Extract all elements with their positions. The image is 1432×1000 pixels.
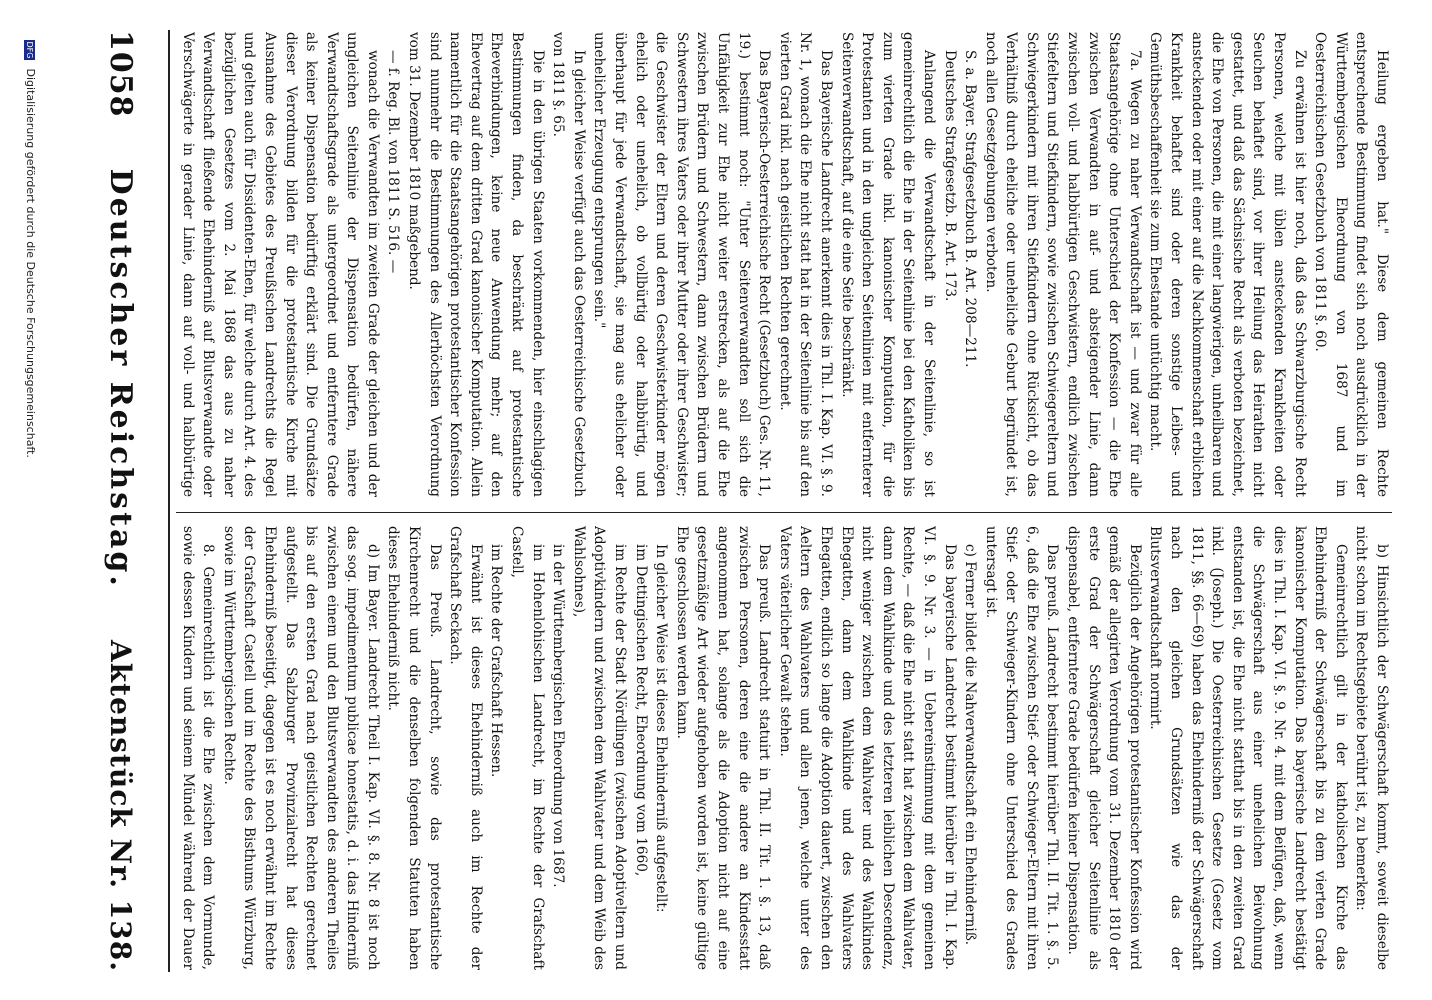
paragraph: S. a. Bayer. Strafgesetzbuch B. Art. 208—211. (962, 50, 979, 368)
paragraph: Deutsches Strafgesetzb. B. Art. 173. (941, 50, 958, 302)
paragraph: Die in den übrigen Staaten vorkommenden, hier einschlagigen Bestimmungen finden, da beschränkt auf protestantische Eheverbindungen, keine neue Anwendung mehr; auf den Ehevertrag auf dem dritten Grad kanonischer Komputation. Allein namentlich für die Staatsangehörigen protestantischer Konfession sind nunmehr die Bestimmungen des Allerhöchsten Verordnung vom 31. Dezember 1810 maßgebend. (406, 32, 546, 497)
document-reference: Aktenstück Nr. 138. (104, 640, 138, 972)
paragraph: Gemeinrechtlich gilt in der katholischen Kirche das Ehehinderniß der Schwägerschaft bis zu dem vierten Grade kanonischer Komputation. Das bayerische Landrecht bestätigt dies in Thl. I. Kap. VI. §. 9. Nr. 4. mit dem Beifügen, daß, wenn die Schwägerschaft aus einer unehelichen Beiwohnung entstanden ist, die Ehe nicht statthat bis in den zweiten Grad inkl. (Joseph.) Die Oesterreichischen Gesetze (Gesetz vom 1811, §§. 66—69) haben das Ehehinderniß der Schwägerschaft nach den gleichen Grundsätzen wie das der Blutsverwandtschaft normirt. (1147, 526, 1349, 970)
column-divider (176, 512, 1392, 513)
paragraph: Das Bayerische Landrecht anerkennt dies in Thl. I. Kap. VI. §. 9. Nr. 1, wonach die Ehe nicht statt hat in der Seitenlinie bis auf den vierten Grad inkl. nach geistlichen Rechten gerechnet. (776, 32, 834, 497)
paragraph: b) Hinsichtlich der Schwägerschaft kommt, soweit dieselbe nicht schon im Rechtsgebiete berührt ist, zu bemerken: (1353, 526, 1390, 970)
paragraph: in der Württembergischen Eheordnung von 1687. (550, 544, 567, 888)
paragraph: In gleicher Weise verfügt auch das Oesterreichische Gesetzbuch von 1811 §. 65. (550, 32, 587, 497)
digitization-note (24, 40, 37, 458)
paragraph: c) Ferner bildet die Nahverwandtschaft ein Ehehinderniß. (962, 544, 979, 946)
paragraph: Das preuß. Landrecht statuirt in Thl. II. Tit. 1. §. 13, daß zwischen Personen, deren eine die andere an Kindesstatt angenommen hat, solange als die Adoption nicht auf eine gesetzmäßige Art wieder aufgehoben worden ist, keine gültige Ehe geschlossen werden kann. (673, 526, 773, 970)
newspaper-title: Deutscher Reichstag. (103, 168, 139, 589)
paragraph: Das bayerische Landrecht bestimmt hierüber in Thl. I. Kap. VI. §. 9. Nr. 3. — in Uebereinstimmung mit dem gemeinen Rechte, — daß die Ehe nicht statt hat zwischen dem Wahlvater, dann dem Wahlkinde und des letzteren leiblichen Descendenz, nicht weniger zwischen dem Wahlvater und des Wahlkindes Ehegatten, dann dem Wahlkinde und des Wahlvaters Ehegatten, endlich so lange die Adoption dauert, zwischen den Aeltern des Wahlvaters und allen jenen, welche unter des Vaters väterlicher Gewalt stehen. (776, 526, 958, 970)
header-rule (168, 30, 170, 972)
page-header (86, 30, 156, 972)
paragraph: im Rechte der Stadt Nördlingen (zwischen Adoptiveltern und Adoptivkindern und zwischen dem Wahlvater und dem Weib des Wahlsohnes), (570, 526, 629, 970)
paragraph: im Rechte der Grafschaft Hessen. (488, 544, 505, 778)
paragraph: In gleicher Weise ist dieses Ehehinderniß aufgestellt: (653, 544, 670, 913)
paragraph: — f. Reg. Bl. von 1811 S. 516. — (385, 50, 402, 274)
paragraph: Zu erwähnen ist hier noch, daß das Schwarzburgische Recht Personen, welche mit üblen ansteckenden Krankheiten oder Seuchen behaftet sind, vor ihrer Heilung das Heirathen nicht gestattet, und daß das Sächsische Recht als verboten bezeichnet, die Ehe von Personen, die mit einer langwierigen, unheilbaren und ansteckenden oder mit einer auf die Nachkommenschaft erblichen Krankheit behaftet sind oder deren sonstige Leibes- und Gemüthsbeschaffenheit sie zum Ehestande untüchtig macht. (1147, 32, 1308, 497)
digitization-note-text: Digitalisierung gefördert durch die Deutsche Forschungsgemeinschaft. (24, 68, 37, 458)
paragraph: Heilung ergeben hat." Diese dem gemeinen Rechte entsprechende Bestimmung findet sich noch ausdrücklich in der Württembergischen Eheordnung von 1687 und im Oesterreichischen Gesetzbuch von 1811 §. 60. (1312, 32, 1390, 497)
paragraph: 8. Gemeinrechtlich ist die Ehe zwischen dem Vormunde, sowie dessen Kindern und seinem Mündel während der Dauer (179, 526, 217, 970)
right-text-column (176, 526, 1392, 970)
paragraph: Das Preuß. Landrecht, sowie das protestantische Kirchenrecht und die denselben folgenden Statuten haben dieses Ehehinderniß nicht. (385, 526, 443, 970)
paragraph: Erwähnt ist dieses Ehehinderniß auch im Rechte der Grafschaft Seckach. (447, 526, 484, 970)
paragraph: im Dettingischen Recht, Eheordnung vom 1660, (632, 544, 649, 877)
paragraph: Das Bayerisch-Oesterreichische Recht (Gesetzbuch) Ges. Nr. 11, 19.) bestimmt noch: "Unter Seitenverwandten soll sich die Unfähigkeit zur Ehe nicht weiter erstrecken, als auf die Ehe zwischen Brüdern und Schwestern, dann zwischen Brüdern und Schwestern ihres Vaters oder ihrer Mutter oder ihrer Geschwister; die Geschwister der Eltern und deren Geschwisterkinder mögen ehelich oder unehelich, ob vollbürtig oder halbbürtig, und überhaupt für jede Verwandtschaft, sie mag aus ehelicher oder unehelicher Erzeugung entsprungen sein." (591, 32, 773, 497)
paragraph: d) Im Bayer. Landrecht Theil I. Kap. VI. §. 8. Nr. 8 ist noch das sog. impedimentum publicae honestatis, d. i. das Hinderniß zwischen einem und den Blutsverwandten des anderen Theiles bis auf den ersten Grad nach geistlichen Rechten gerechnet aufgestellt. Das Salzburger Provinzialrecht hat dieses Ehehinderniß beseitigt, dagegen ist es noch erwähnt im Rechte der Grafschaft Castell und im Rechte des Bisthums Würzburg, sowie im Württembergischen Rechte. (220, 526, 381, 970)
paragraph: 7a. Wegen zu naher Verwandtschaft ist — und zwar für alle Staatsangehörige ohne Unterschied der Konfession — die Ehe zwischen Verwandten in auf- und absteigender Linie, dann zwischen voll- und halbbürtigen Geschwistern, endlich zwischen Stiefeltern und Stiefkindern, sowie zwischen Schwiegereltern und Schwiegerkindern mit ihren Stiefkindern ohne Rücksicht, ob das Verhältniß durch eheliche oder uneheliche Geburt begründet ist, noch allen Gesetzgebungen verboten. (982, 32, 1143, 497)
dfg-logo-icon: DFG (25, 41, 35, 59)
paragraph: Das preuß. Landrecht bestimmt hierüber Thl. II. Tit. 1. §. 5. 6., daß die Ehe zwischen Stief- oder Schwieger-Eltern mit ihren Stief- oder Schwieger-Kindern ohne Unterschied des Grades untersagt ist. (982, 526, 1061, 970)
page-number: 1058 (103, 30, 139, 118)
paragraph: Anlangend die Verwandtschaft in der Seitenlinie, so ist gemeinrechtlich die Ehe in der Seitenlinie bei den Katholiken bis zum vierten Grade inkl. kanonischer Komputation, für die Protestanten und in den ungleichen Seitenlinien mit entfernterer Seitenverwandtschaft, auf die eine Seite beschränkt. (838, 32, 937, 497)
paragraph: wonach die Verwandten im zweiten Grade der gleichen und der ungleichen Seitenlinie der Dispensation bedürfen, nähere Verwandtschaftsgrade als untergeordnet und entferntere Grade als keiner Dispensation bedürftig erklärt sind. Die Grundsätze dieser Verordnung bilden für die protestantische Kirche mit Ausnahme des Gebietes des Preußischen Landrechts die Regel und gelten auch für Dissidenten-Ehen, für welche durch Art. 4. des bezüglichen Gesetzes vom 2. Mai 1868 das aus zu naher Verwandtschaft fließende Ehehinderniß auf Blutsverwandte oder Verschwägerte in gerader Linie, dann auf voll- und halbbürtige (179, 32, 381, 497)
paragraph: Bezüglich der Angehörigen protestantischer Konfession wird gemäß der allegirten Verordnung vom 31. Dezember 1810 der erste Grad der Schwägerschaft gleicher Seitenlinie als dispensabel, entferntere Grade bedürfen keiner Dispensation. (1065, 526, 1143, 970)
paragraph: im Hohenlohischen Landrecht, im Rechte der Grafschaft Castell, (509, 526, 546, 970)
left-text-column (176, 32, 1392, 497)
